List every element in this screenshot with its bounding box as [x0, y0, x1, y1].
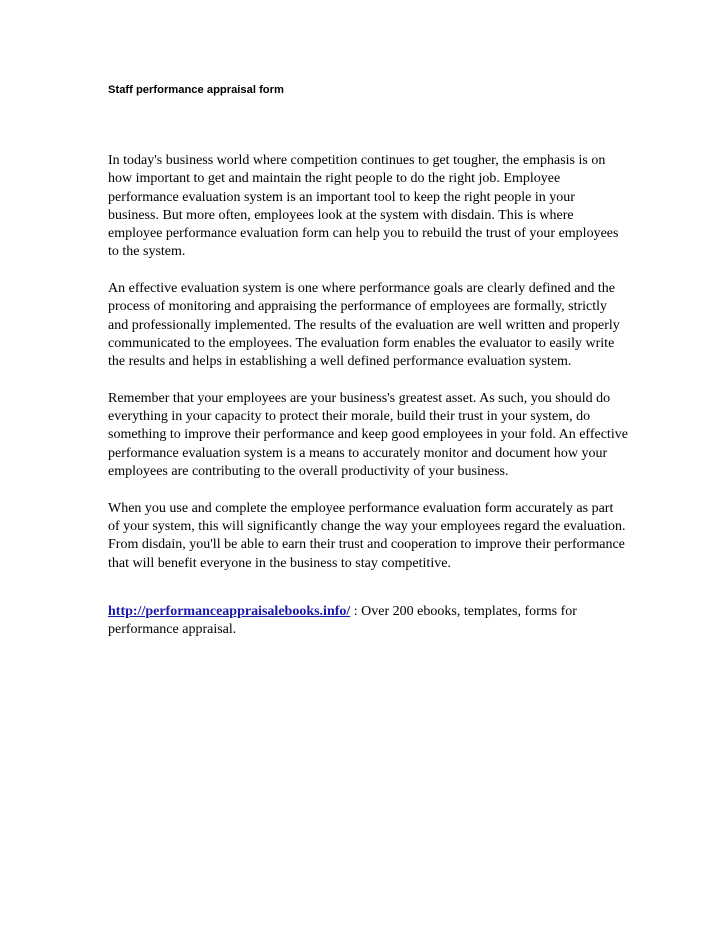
paragraph-3: Remember that your employees are your business's greatest asset. As such, you should do everything in your capacity to protect their morale, build their trust in your system, do something to improve their performance and keep good employees in your fold. An effective performance evaluation system is a means to accurately monitor and document how your employees are contributing to the overall productivity of your business.	[108, 390, 628, 480]
document-body	[108, 152, 628, 573]
paragraph-4: When you use and complete the employee performance evaluation form accurately as part of your system, this will significantly change the way your employees regard the evaluation. From disdain, you'll be able to earn their trust and cooperation to improve their performance that will benefit everyone in the business to stay competitive.	[108, 500, 626, 571]
paragraph-1: In today's business world where competition continues to get tougher, the emphasis is on how important to get and maintain the right people to do the right job. Employee performance evaluation system is an important tool to keep the right people in your business. But more often, employees look at the system with disdain. This is where employee performance evaluation form can help you to rebuild the trust of your employees to the system.	[108, 153, 619, 260]
paragraph-2: An effective evaluation system is one where performance goals are clearly defined and the process of monitoring and appraising the performance of employees are formally, strictly and professionally implemented. The results of the evaluation are well written and properly communicated to the employees. The evaluation form enables the evaluator to easily write the results and helps in establishing a well defined performance evaluation system.	[108, 281, 620, 370]
footer-description: : Over 200 ebooks, templates, forms for performance appraisal.	[108, 604, 577, 638]
footer-note	[108, 603, 628, 640]
ebooks-link[interactable]: http://performanceappraisalebooks.info/	[108, 604, 351, 619]
document-title: Staff performance appraisal form	[108, 84, 284, 96]
